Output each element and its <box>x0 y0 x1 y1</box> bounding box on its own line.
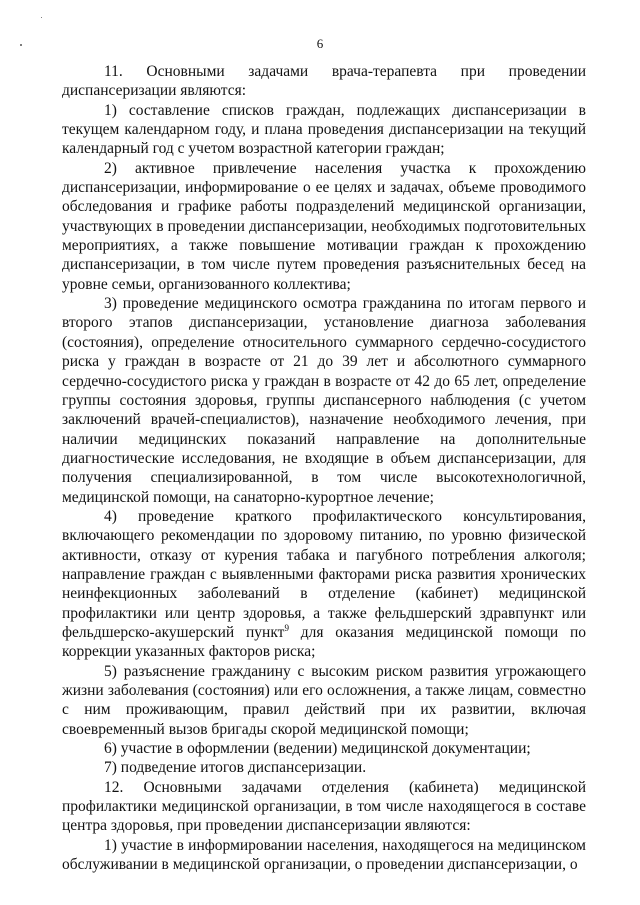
paragraph-11-item-7: 7) подведение итогов диспансеризации. <box>104 759 367 777</box>
paragraph-11-item-4-text-after: для оказания медицинской помощи по коррекции указанных факторов риска; <box>62 623 586 661</box>
paragraph-12-item-1: 1) участие в информировании населения, находящегося на медицинском обслуживании в медицинской организации, о проведении диспансеризации, о <box>62 836 586 874</box>
footnote-marker: 9 <box>284 622 289 633</box>
paragraph-12-intro: 12. Основными задачами отделения (кабинета) медицинской профилактики медицинской организации, в том числе находящегося в составе центра здоровья, при проведении диспансеризации являются: <box>62 778 586 835</box>
paragraph-11-item-1: 1) составление списков граждан, подлежащих диспансеризации в текущем календарном году, и плана проведения диспансеризации на текущий календарный год с учетом возрастной категории граждан; <box>62 101 586 158</box>
paragraph-11-item-4-text: 4) проведение краткого профилактического консультирования, включающего рекомендации по здоровому питанию, по уровню физической активности, отказу от курения табака и пагубного потребления алкоголя; направление граждан с выявленными факторами риска развития хронических неинфекционных заболеваний в отделение (кабинет) медицинской профилактики или центр здоровья, а также фельдшерский здравпункт или фельдшерско-акушерский пункт <box>62 507 586 641</box>
document-body <box>62 62 586 874</box>
paragraph-11-item-5: 5) разъяснение гражданину с высоким риском развития угрожающего жизни заболевания (состояния) или его осложнения, а также лицам, совместно с ним проживающим, правил действий при их развитии, включая своевременный вызов бригады скорой медицинской помощи; <box>62 662 586 738</box>
paragraph-11-intro: 11. Основными задачами врача-терапевта при проведении диспансеризации являются: <box>62 63 586 100</box>
page-number: 6 <box>316 36 324 51</box>
paragraph-11-item-3: 3) проведение медицинского осмотра гражданина по итогам первого и второго этапов диспансеризации, установление диагноза заболевания (состояния), определение относительного суммарного сердечно-сосудистого риска у граждан в возрасте от 21 до 39 лет и абсолютного суммарного сердечно-сосудистого риска у граждан в возрасте от 42 до 65 лет, определение группы состояния здоровья, группы диспансерного наблюдения (с учетом заключений врачей-специалистов), назначение необходимого лечения, при наличии медицинских показаний направление на дополнительные диагностические исследования, не входящие в объем диспансеризации, для получения специализированной, в том числе высокотехнологичной, медицинской помощи, на санаторно-курортное лечение; <box>62 295 586 506</box>
scan-speck <box>41 17 42 18</box>
paragraph-11-item-2: 2) активное привлечение населения участка к прохождению диспансеризации, информирование о ее целях и задачах, объеме проводимого обследования и графике работы подразделений медицинской организации, участвующих в проведении диспансеризации, необходимых подготовительных мероприятиях, а также повышение мотивации граждан к прохождению диспансеризации, в том числе путем проведения разъяснительных бесед на уровне семьи, организованного коллектива; <box>62 159 586 293</box>
paragraph-11-item-6: 6) участие в оформлении (ведении) медицинской документации; <box>104 740 531 758</box>
paragraph-11-item-4 <box>62 507 586 662</box>
